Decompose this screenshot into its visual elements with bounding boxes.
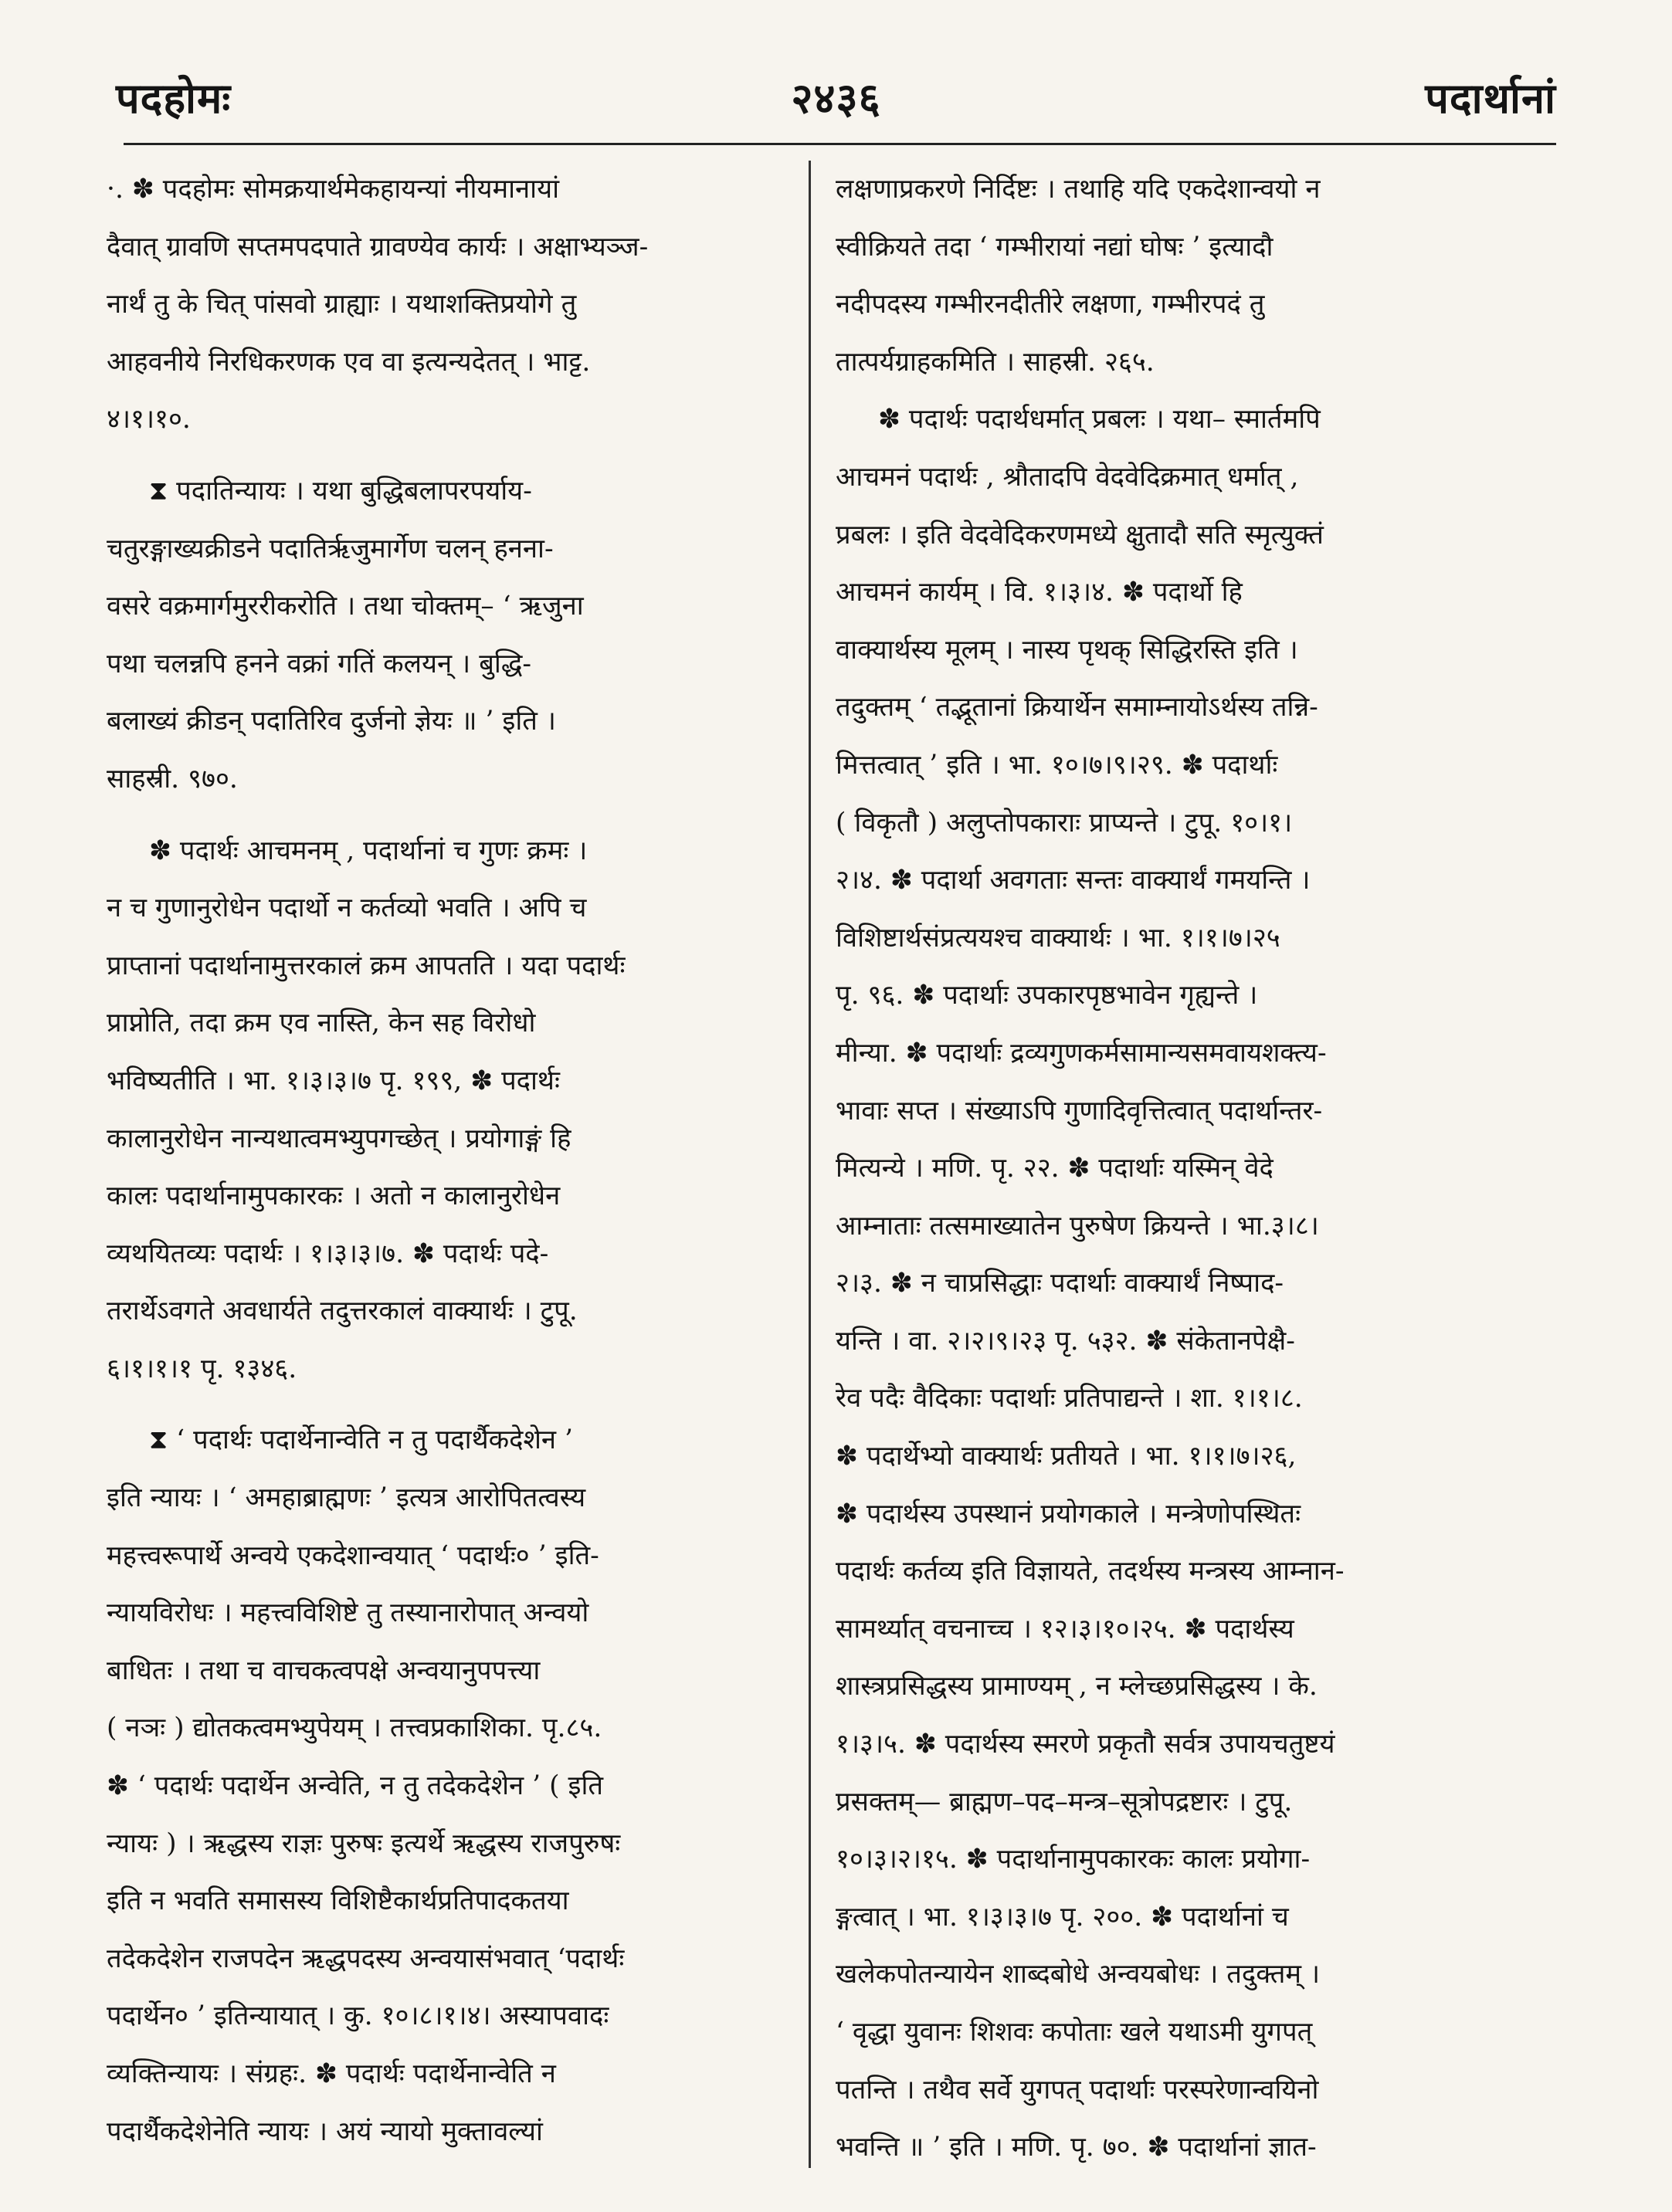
page-number: २४३६ [791,73,881,123]
text-line: ⧗ ‘ पदार्थः पदार्थेनान्वेति न तु पदार्थैकदेशेन ’ [149,1424,573,1456]
text-line: प्रबलः । इति वेदवेदिकरणमध्ये क्षुतादौ सति स्मृत्युक्तं [836,519,1324,550]
text-line: लक्षणाप्रकरणे निर्दिष्टः । तथाहि यदि एकदेशान्वयो न [836,174,1321,205]
text-line: मित्तत्वात् ’ इति । भा. १०।७।९।२९. ✽ पदार्थाः [836,749,1278,781]
text-line: भवन्ति ॥ ’ इति । मणि. पृ. ७०. ✽ पदार्थानां ज्ञात- [836,2132,1317,2163]
text-line: तदुक्तम् ‘ तद्भूतानां क्रियार्थेन समाम्नायोऽर्थस्य तन्नि- [836,692,1318,723]
text-line: ६।१।१।१ पृ. १३४६. [107,1353,297,1384]
text-line: वाक्यार्थस्य मूलम् । नास्य पृथक् सिद्धिरस्ति इति । [836,634,1298,666]
text-line: इति न्यायः । ‘ अमहाब्राह्मणः ’ इत्यत्र आरोपितत्वस्य [107,1482,586,1514]
header-right-word: पदार्थानां [1425,73,1556,123]
text-line: कालः पदार्थानामुपकारकः । अतो न कालानुरोधेन [107,1181,561,1212]
text-line: प्राप्तानां पदार्थानामुत्तरकालं क्रम आपतति । यदा पदार्थः [107,950,626,981]
text-line: रेव पदैः वैदिकाः पदार्थाः प्रतिपाद्यन्ते । शा. १।१।८. [836,1383,1303,1414]
header-left-word: पदहोमः [116,73,232,123]
text-line: तात्पर्यग्राहकमिति । साहस्री. २६५. [836,346,1155,378]
text-line: भावाः सप्त । संख्याऽपि गुणादिवृत्तित्वात् पदार्थान्तर- [836,1095,1323,1126]
text-line: १।३।५. ✽ पदार्थस्य स्मरणे प्रकृतौ सर्वत्र उपायचतुष्टयं [836,1729,1335,1760]
text-line: प्रसक्तम्— ब्राह्मण–पद–मन्त्र–सूत्रोपद्रष्टारः । टुपू. [836,1786,1293,1817]
text-line: ⧗ पदातिन्यायः । यथा बुद्धिबलापरपर्याय- [149,475,532,506]
text-line: ङ्गत्वात् । भा. १।३।३।७ पृ. २००. ✽ पदार्थानां च [836,1901,1289,1933]
text-line: यन्ति । वा. २।२।९।२३ पृ. ५३२. ✽ संकेतानपेक्षै- [836,1325,1295,1357]
text-line: ( नञः ) द्योतकत्वमभ्युपेयम् । तत्त्वप्रकाशिका. पृ.८५. [107,1712,602,1744]
text-line: नार्थं तु के चित् पांसवो ग्राह्याः । यथाशक्तिप्रयोगे तु [107,289,577,320]
text-line: मित्यन्ये । मणि. पृ. २२. ✽ पदार्थाः यस्मिन् वेदे [836,1153,1274,1184]
text-line: वसरे वक्रमार्गमुररीकरोति । तथा चोक्तम्– ‘ ऋजुना [107,591,584,622]
text-line: १०।३।२।१५. ✽ पदार्थानामुपकारकः कालः प्रयोगा- [836,1844,1311,1875]
text-line: न्यायः ) । ऋद्धस्य राज्ञः पुरुषः इत्यर्थे ऋद्धस्य राजपुरुषः [107,1828,621,1859]
text-line: २।४. ✽ पदार्था अवगताः सन्तः वाक्यार्थं गमयन्ति । [836,865,1311,896]
text-line: विशिष्टार्थसंप्रत्ययश्च वाक्यार्थः । भा. १।१।७।२५ [836,922,1280,954]
text-line: ( विकृतौ ) अलुप्तोपकाराः प्राप्यन्ते । टुपू. १०।१। [836,807,1293,838]
left-column [107,161,805,2168]
text-line: खलेकपोतन्यायेन शाब्दबोधे अन्वयबोधः । तदुक्तम् । [836,1959,1321,1990]
column-divider [809,161,811,2168]
text-line: २।३. ✽ न चाप्रसिद्धाः पदार्थाः वाक्यार्थं निष्पाद- [836,1268,1284,1299]
text-line: सामर्थ्यात् वचनाच्च । १२।३।१०।२५. ✽ पदार्थस्य [836,1613,1294,1645]
text-line: व्यथयितव्यः पदार्थः । १।३।३।७. ✽ पदार्थः पदे- [107,1238,549,1269]
text-line: इति न भवति समासस्य विशिष्टैकार्थप्रतिपादकतया [107,1885,569,1917]
text-line: न्यायविरोधः । महत्त्वविशिष्टे तु तस्यानारोपात् अन्वयो [107,1597,589,1629]
text-line: स्वीक्रियते तदा ‘ गम्भीरायां नद्यां घोषः ’ इत्यादौ [836,231,1274,263]
text-line: पृ. ९६. ✽ पदार्थाः उपकारपृष्ठभावेन गृह्यन्ते । [836,980,1258,1011]
text-line: महत्त्वरूपार्थे अन्वये एकदेशान्वयात् ‘ पदार्थः० ’ इति- [107,1540,599,1571]
text-line: ✽ पदार्थः पदार्थधर्मात् प्रबलः । यथा– स्मार्तमपि [878,404,1321,435]
text-line: नदीपदस्य गम्भीरनदीतीरे लक्षणा, गम्भीरपदं तु [836,289,1265,320]
text-line: दैवात् ग्रावणि सप्तमपदपाते ग्रावण्येव कार्यः । अक्षाभ्यञ्ज- [107,231,649,263]
text-line: बाधितः । तथा च वाचकत्वपक्षे अन्वयानुपपत्त्या [107,1655,541,1686]
text-line: ४।१।१०. [107,404,191,435]
text-line: ✽ पदार्थस्य उपस्थानं प्रयोगकाले । मन्त्रेणोपस्थितः [836,1498,1301,1529]
text-line: ✽ पदार्थेभ्यो वाक्यार्थः प्रतीयते । भा. १।१।७।२६, [836,1441,1297,1472]
text-line: ‘ वृद्धा युवानः शिशवः कपोताः खले यथाऽमी युगपत् [836,2017,1313,2048]
text-line: ✽ पदार्थः आचमनम् , पदार्थानां च गुणः क्रमः । [149,835,588,866]
text-line: तदेकदेशेन राजपदेन ऋद्धपदस्य अन्वयासंभवात् ‘पदार्थः [107,1943,625,1974]
text-line: शास्त्रप्रसिद्धस्य प्रामाण्यम् , न म्लेच्छप्रसिद्धस्य । के. [836,1671,1318,1702]
text-line: आम्नाताः तत्समाख्यातेन पुरुषेण क्रियन्ते । भा.३।८। [836,1210,1319,1241]
text-line: आहवनीये निरधिकरणक एव वा इत्यन्यदेतत् । भाट्ट. [107,346,591,378]
text-line: चतुरङ्गाख्यक्रीडने पदातिर्ऋजुमार्गेण चलन् हनना- [107,533,554,564]
text-line: आचमनं पदार्थः , श्रौतादपि वेदवेदिक्रमात् धर्मात् , [836,461,1299,493]
text-line: पदार्थैकदेशेनेति न्यायः । अयं न्यायो मुक्तावल्यां [107,2115,543,2147]
text-line: ✽ ‘ पदार्थः पदार्थेन अन्वेति, न तु तदेकदेशेन ’ ( इति [107,1770,604,1802]
text-line: साहस्री. ९७०. [107,763,238,794]
right-column [836,161,1535,2168]
text-line: भविष्यतीति । भा. १।३।३।७ पृ. १९९, ✽ पदार्थः [107,1065,560,1096]
text-line: ·. ✽ पदहोमः सोमक्रयार्थमेकहायन्यां नीयमानायां [107,174,560,205]
text-line: पथा चलन्नपि हनने वक्रां गतिं कलयन् । बुद्धि- [107,648,532,679]
text-line: पतन्ति । तथैव सर्वे युगपत् पदार्थाः परस्परेणान्वयिनो [836,2074,1319,2105]
text-line: व्यक्तिन्यायः । संग्रहः. ✽ पदार्थः पदार्थेनान्वेति न [107,2058,556,2089]
page-header [116,68,1556,130]
text-line: प्राप्नोति, तदा क्रम एव नास्ति, केन सह विरोधो [107,1008,536,1039]
text-line: पदार्थेन० ’ इतिन्यायात् । कु. १०।८।१।४। अस्यापवादः [107,2000,609,2032]
text-line: पदार्थः कर्तव्य इति विज्ञायते, तदर्थस्य मन्त्रस्य आम्नान- [836,1556,1345,1587]
text-line: न च गुणानुरोधेन पदार्थो न कर्तव्यो भवति । अपि च [107,893,587,924]
text-line: तरार्थेऽवगते अवधार्यते तदुत्तरकालं वाक्यार्थः । टुपू. [107,1296,578,1327]
text-line: मीन्या. ✽ पदार्थाः द्रव्यगुणकर्मसामान्यसमवायशक्त्य- [836,1037,1327,1069]
header-rule [124,143,1556,145]
text-line: कालानुरोधेन नान्यथात्वमभ्युपगच्छेत् । प्रयोगाङ्गं हि [107,1123,571,1154]
text-line: बलाख्यं क्रीडन् पदातिरिव दुर्जनो ज्ञेयः ॥ ’ इति । [107,706,557,737]
text-line: आचमनं कार्यम् । वि. १।३।४. ✽ पदार्थो हि [836,577,1243,608]
